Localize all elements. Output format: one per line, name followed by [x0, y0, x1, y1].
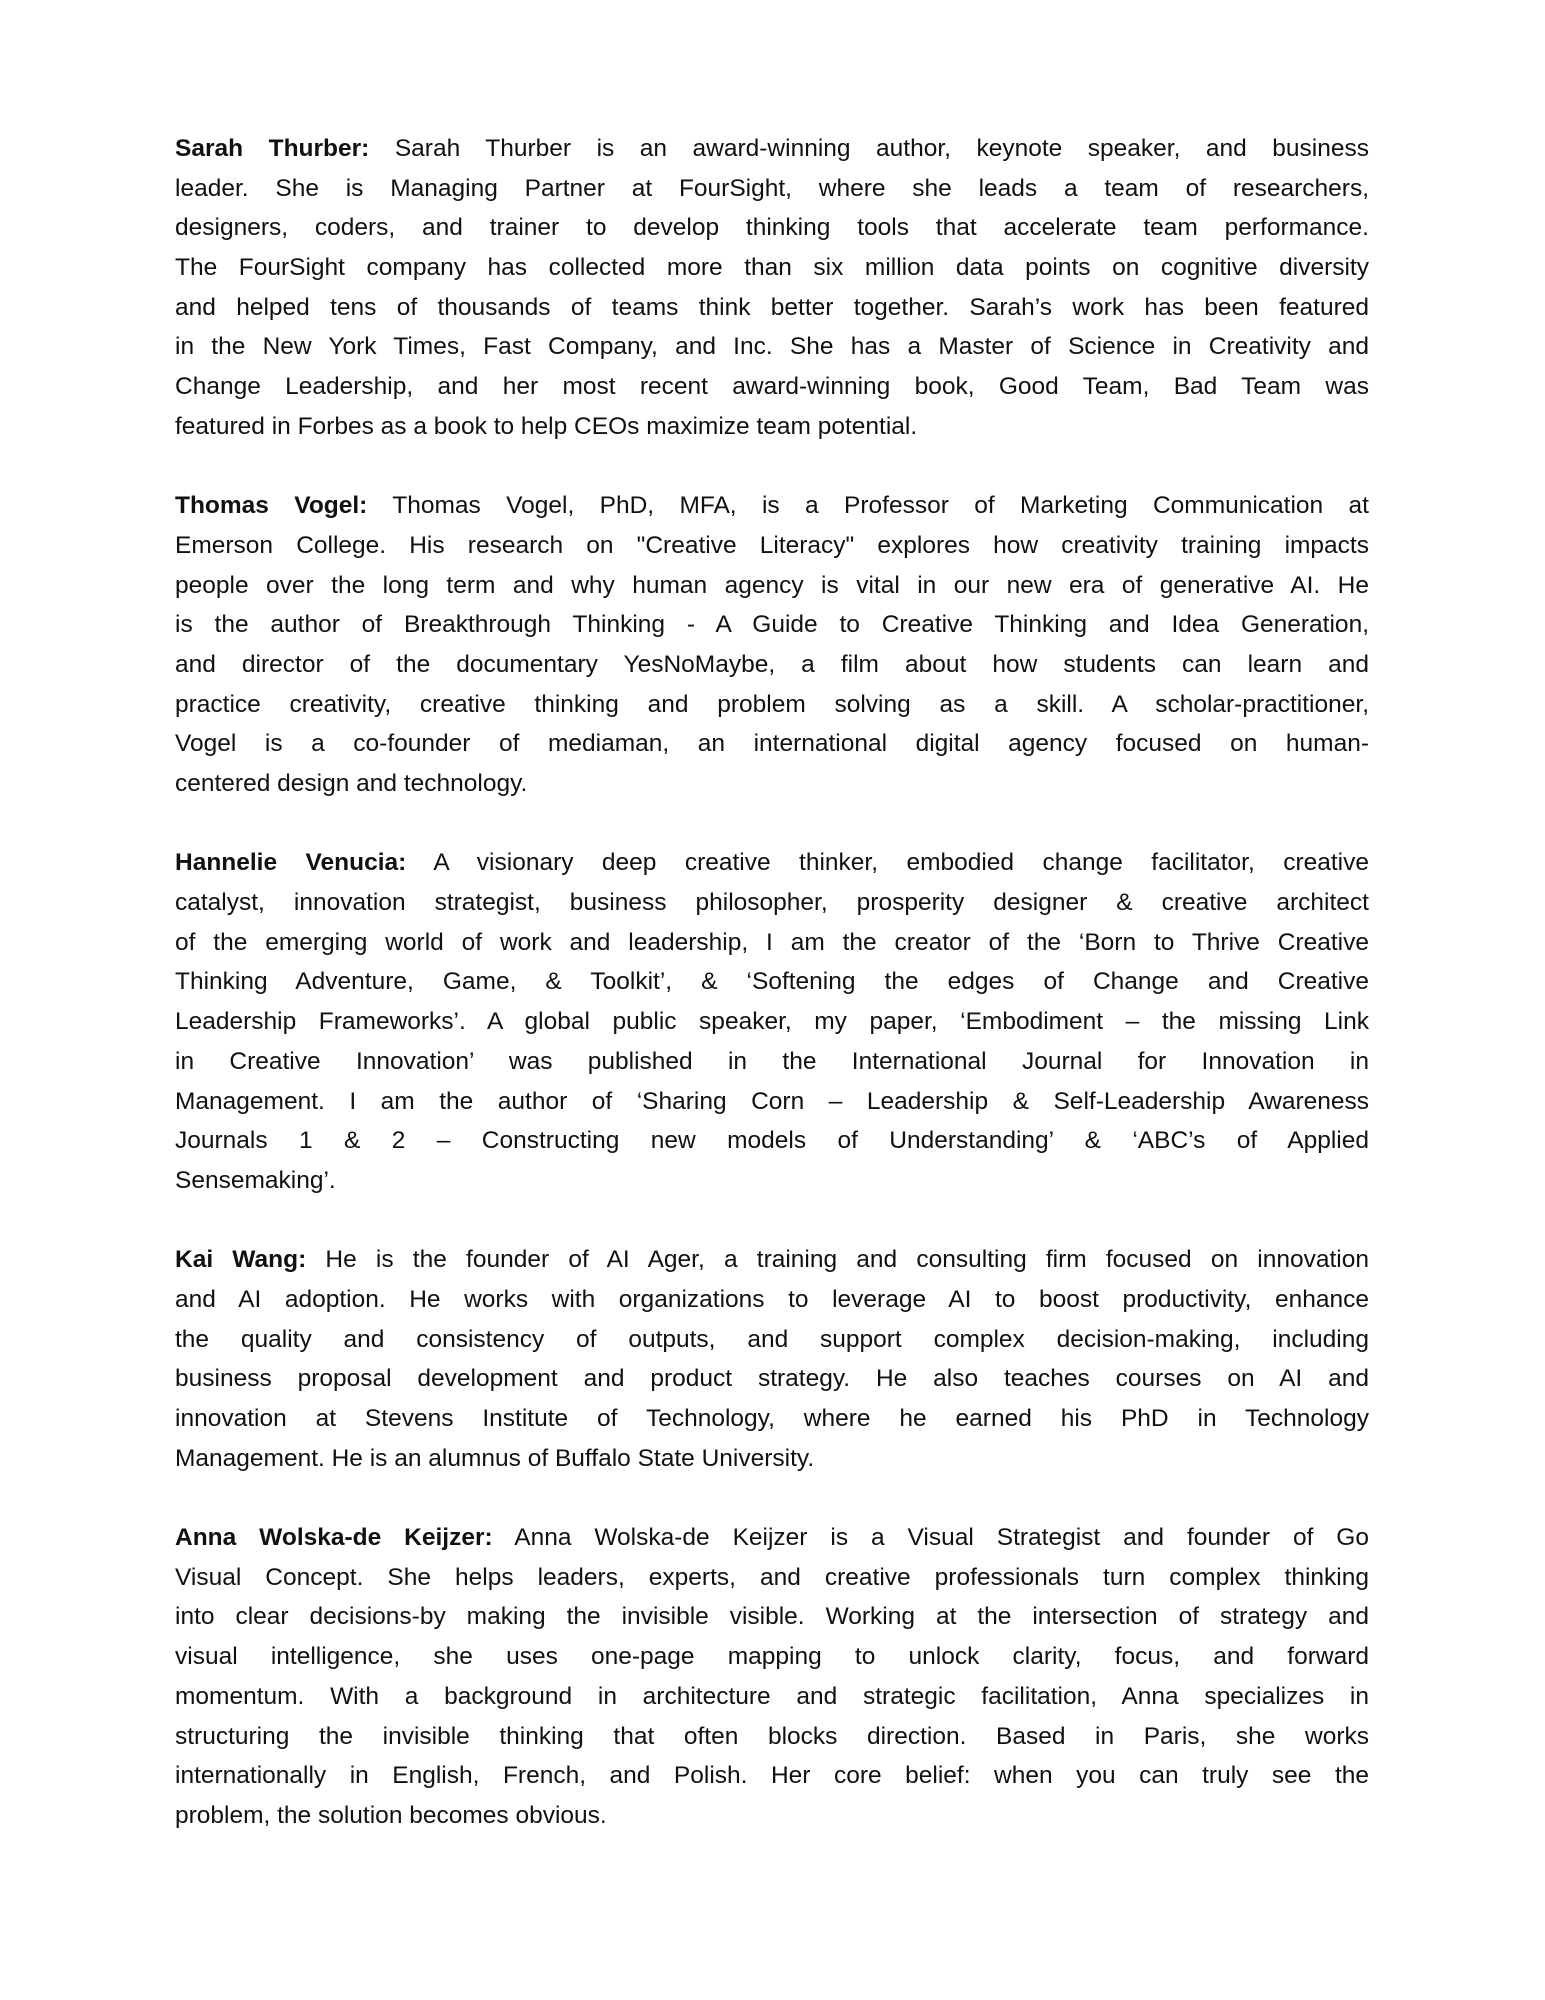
bio-line [175, 1161, 1369, 1201]
bio-line [175, 1320, 1369, 1360]
bio-text: of the emerging world of work and leadership, I am the creator of the ‘Born to Thrive Creative [175, 928, 1369, 956]
bio-text: catalyst, innovation strategist, business philosopher, prosperity designer & creative architect [175, 889, 1369, 917]
bio-text: business proposal development and product strategy. He also teaches courses on AI and [175, 1365, 1369, 1393]
bio-line [175, 962, 1369, 1002]
bio-paragraph [175, 1518, 1369, 1836]
bio-line [175, 1082, 1369, 1122]
bio-line [175, 486, 1369, 526]
bio-line [175, 367, 1369, 407]
bio-line [175, 1637, 1369, 1677]
bio-text: Journals 1 & 2 – Constructing new models of Understanding’ & ‘ABC’s of Applied [175, 1127, 1369, 1155]
bio-line [175, 685, 1369, 725]
bio-line [175, 1002, 1369, 1042]
bio-text: is the author of Breakthrough Thinking - A Guide to Creative Thinking and Idea Generation, [175, 611, 1369, 639]
bio-text: practice creativity, creative thinking and problem solving as a skill. A scholar-practitioner, [175, 690, 1369, 718]
bio-line [175, 1042, 1369, 1082]
bio-name: Hannelie Venucia: [175, 849, 407, 877]
bio-name: Kai Wang: [175, 1246, 307, 1274]
bio-line [175, 526, 1369, 566]
bio-text: in the New York Times, Fast Company, and Inc. She has a Master of Science in Creativity and [175, 333, 1369, 361]
bio-text: Leadership Frameworks’. A global public speaker, my paper, ‘Embodiment – the missing Link [175, 1008, 1369, 1036]
bio-text: momentum. With a background in architecture and strategic facilitation, Anna specializes in [175, 1682, 1369, 1710]
bio-line [175, 605, 1369, 645]
bio-text: Change Leadership, and her most recent award-winning book, Good Team, Bad Team was [175, 373, 1369, 401]
bio-text: structuring the invisible thinking that often blocks direction. Based in Paris, she works [175, 1722, 1369, 1750]
bio-text: featured in Forbes as a book to help CEOs maximize team potential. [175, 412, 918, 440]
bio-text: designers, coders, and trainer to develop thinking tools that accelerate team performance. [175, 214, 1369, 242]
bio-name: Thomas Vogel: [175, 492, 368, 520]
bio-line [175, 566, 1369, 606]
bio-line [175, 1558, 1369, 1598]
bio-name: Anna Wolska-de Keijzer: [175, 1524, 493, 1552]
bio-text: Thinking Adventure, Game, & Toolkit’, & ‘Softening the edges of Change and Creative [175, 968, 1369, 996]
bio-text: and helped tens of thousands of teams think better together. Sarah’s work has been featured [175, 293, 1369, 321]
bio-text: He is the founder of AI Ager, a training and consulting firm focused on innovation [306, 1246, 1369, 1274]
bio-paragraph [175, 129, 1369, 447]
bio-line [175, 883, 1369, 923]
bio-text: the quality and consistency of outputs, and support complex decision-making, including [175, 1325, 1369, 1353]
bio-line [175, 1240, 1369, 1280]
bio-line [175, 1359, 1369, 1399]
bio-line [175, 1518, 1369, 1558]
bio-line [175, 327, 1369, 367]
bio-line [175, 645, 1369, 685]
bio-text: Thomas Vogel, PhD, MFA, is a Professor of Marketing Communication at [367, 492, 1369, 520]
bio-text: internationally in English, French, and Polish. Her core belief: when you can truly see the [175, 1762, 1369, 1790]
bio-line [175, 724, 1369, 764]
bio-text: Emerson College. His research on "Creative Literacy" explores how creativity training impacts [175, 531, 1369, 559]
bio-line [175, 1597, 1369, 1637]
bio-paragraph [175, 486, 1369, 804]
bio-line [175, 923, 1369, 963]
bio-text: Management. He is an alumnus of Buffalo State University. [175, 1444, 815, 1472]
bio-text: The FourSight company has collected more than six million data points on cognitive diversity [175, 254, 1369, 282]
bio-paragraph [175, 843, 1369, 1200]
bio-line [175, 764, 1369, 804]
bio-line [175, 1121, 1369, 1161]
bio-text: Sarah Thurber is an award-winning author, keynote speaker, and business [369, 135, 1369, 162]
bio-line [175, 1439, 1369, 1479]
bio-text: A visionary deep creative thinker, embodied change facilitator, creative [406, 849, 1369, 877]
bio-line [175, 129, 1369, 169]
bio-text: centered design and technology. [175, 770, 528, 797]
bio-line [175, 843, 1369, 883]
bio-line [175, 248, 1369, 288]
bio-text: into clear decisions-by making the invisible visible. Working at the intersection of strategy and [175, 1603, 1369, 1631]
bio-line [175, 288, 1369, 328]
bio-line [175, 1717, 1369, 1757]
bio-line [175, 169, 1369, 209]
bio-name: Sarah Thurber: [175, 135, 370, 162]
bio-text: Management. I am the author of ‘Sharing Corn – Leadership & Self-Leadership Awareness [175, 1087, 1369, 1115]
document-body [175, 129, 1369, 1875]
bio-text: Visual Concept. She helps leaders, experts, and creative professionals turn complex thinking [175, 1563, 1369, 1591]
bio-text: and director of the documentary YesNoMaybe, a film about how students can learn and [175, 650, 1369, 678]
bio-text: Sensemaking’. [175, 1166, 336, 1194]
bio-text: leader. She is Managing Partner at FourSight, where she leads a team of researchers, [175, 174, 1369, 202]
bio-text: in Creative Innovation’ was published in the International Journal for Innovation in [175, 1047, 1369, 1075]
bio-text: visual intelligence, she uses one-page mapping to unlock clarity, focus, and forward [175, 1643, 1369, 1671]
bio-text: innovation at Stevens Institute of Technology, where he earned his PhD in Technology [175, 1405, 1369, 1432]
bio-text: people over the long term and why human agency is vital in our new era of generative AI. He [175, 571, 1369, 599]
bio-line [175, 1796, 1369, 1836]
bio-text: Vogel is a co-founder of mediaman, an international digital agency focused on human- [175, 730, 1369, 758]
bio-text: Anna Wolska-de Keijzer is a Visual Strategist and founder of Go [492, 1524, 1369, 1552]
bio-line [175, 208, 1369, 248]
bio-text: and AI adoption. He works with organizations to leverage AI to boost productivity, enhance [175, 1285, 1369, 1313]
bio-line [175, 1677, 1369, 1717]
bio-line [175, 1399, 1369, 1439]
bio-paragraph [175, 1240, 1369, 1478]
bio-line [175, 1280, 1369, 1320]
bio-line [175, 1756, 1369, 1796]
bio-text: problem, the solution becomes obvious. [175, 1801, 607, 1829]
bio-line [175, 407, 1369, 447]
